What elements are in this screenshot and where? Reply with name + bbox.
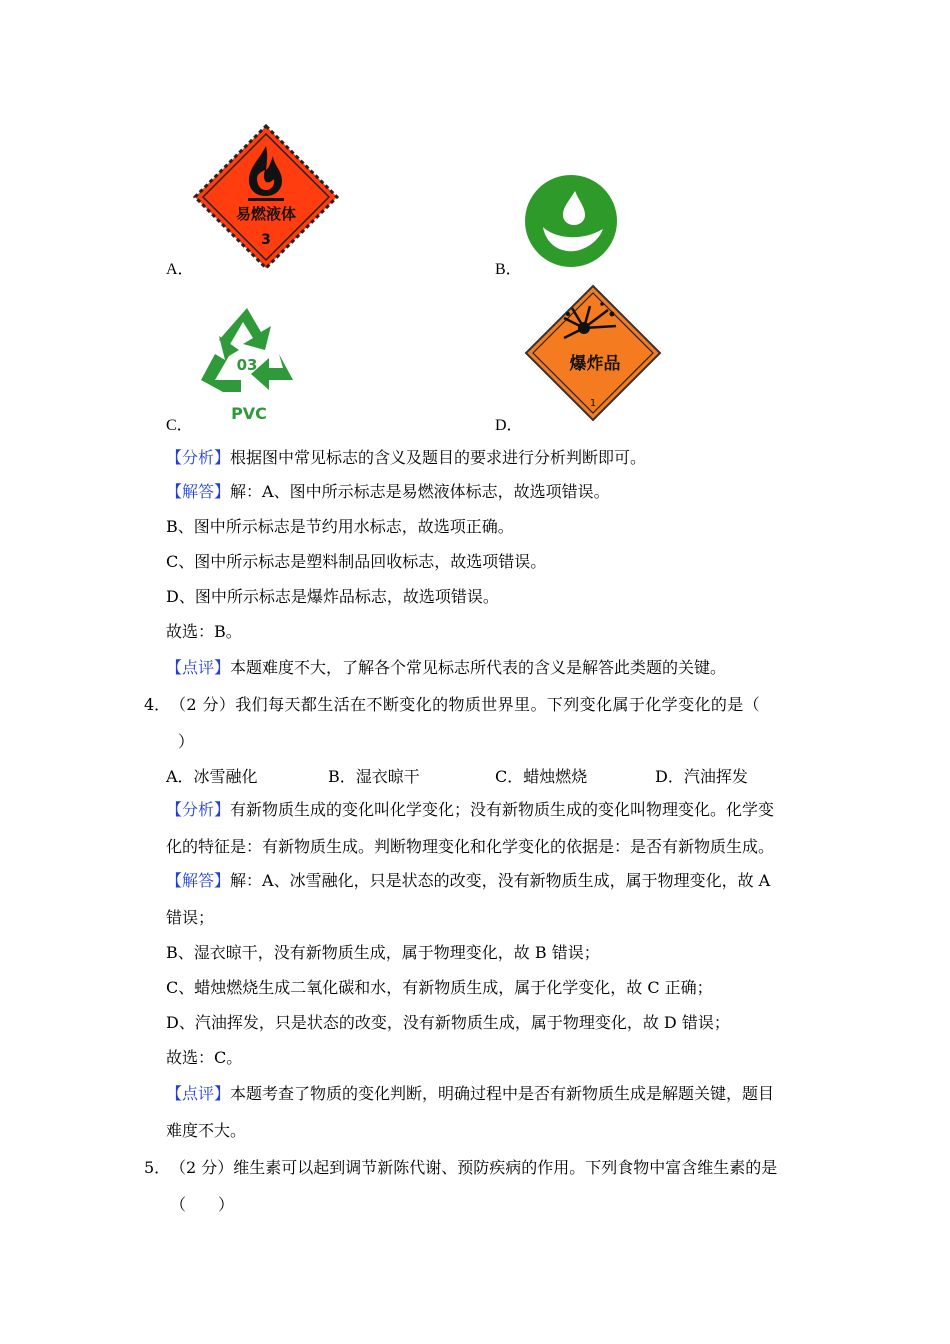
q4-choice: 故选：C。 <box>166 1048 243 1067</box>
explosive-sign-text: 爆炸品 <box>569 354 621 374</box>
q4-analysis-cont: 化的特征是：有新物质生成。判断物理变化和化学变化的依据是：是否有新物质生成。 <box>166 837 775 856</box>
flammable-liquid-sign-icon <box>193 124 339 270</box>
q4-number: 4． <box>144 695 171 714</box>
q3-answer <box>166 482 610 502</box>
q3-answer-b: B、图中所示标志是节约用水标志，故选项正确。 <box>166 517 514 536</box>
flammable-sign-number: 3 <box>261 232 271 248</box>
q4-answer-cont: 错误； <box>166 908 215 927</box>
comment-tag: 【点评】 <box>166 1084 231 1103</box>
q4-analysis <box>166 800 774 820</box>
comment-tag: 【点评】 <box>166 658 231 677</box>
answer-text: 解：A、图中所示标志是易燃液体标志，故选项错误。 <box>230 482 610 501</box>
q4-option-d: D．汽油挥发 <box>655 767 748 786</box>
q4-stem: （2 分）我们每天都生活在不断变化的物质世界里。下列变化属于化学变化的是（ <box>170 695 761 714</box>
recycling-material-label: PVC <box>231 404 267 423</box>
explosive-sign-icon <box>524 284 662 422</box>
option-a-label: A． <box>166 261 194 278</box>
q3-answer-d: D、图中所示标志是爆炸品标志，故选项错误。 <box>166 587 499 606</box>
explosive-sign-number: 1 <box>589 398 597 409</box>
recycling-code: 03 <box>236 356 258 374</box>
analysis-tag: 【分析】 <box>166 448 231 467</box>
option-d-label: D． <box>495 417 523 434</box>
q4-comment-cont: 难度不大。 <box>166 1121 247 1140</box>
q5-stem-blank: （ ） <box>170 1195 235 1214</box>
q4-stem-close: ） <box>178 732 195 751</box>
comment-text: 本题考查了物质的变化判断，明确过程中是否有新物质生成是解题关键，题目 <box>230 1084 775 1103</box>
option-c-label: C． <box>166 417 193 434</box>
q4-option-b: B．湿衣晾干 <box>328 767 420 786</box>
answer-text: 解：A、冰雪融化，只是状态的改变，没有新物质生成，属于物理变化，故 A <box>230 871 771 890</box>
q5-stem: （2 分）维生素可以起到调节新陈代谢、预防疾病的作用。下列食物中富含维生素的是 <box>170 1158 778 1177</box>
q4-answer-c: C、蜡烛燃烧生成二氧化碳和水，有新物质生成，属于化学变化，故 C 正确； <box>166 978 713 997</box>
recycling-sign-icon <box>193 302 301 424</box>
analysis-text: 有新物质生成的变化叫化学变化；没有新物质生成的变化叫物理变化。化学变 <box>230 800 775 819</box>
option-b-label: B． <box>495 261 522 278</box>
q3-choice: 故选：B。 <box>166 622 242 641</box>
answer-tag: 【解答】 <box>166 871 231 890</box>
q4-answer-d: D、汽油挥发，只是状态的改变，没有新物质生成，属于物理变化，故 D 错误； <box>166 1013 730 1032</box>
q4-answer <box>166 871 770 891</box>
q4-answer-b: B、湿衣晾干，没有新物质生成，属于物理变化，故 B 错误； <box>166 943 600 962</box>
q4-option-a: A．冰雪融化 <box>166 767 258 786</box>
analysis-tag: 【分析】 <box>166 800 231 819</box>
comment-text: 本题难度不大，了解各个常见标志所代表的含义是解答此类题的关键。 <box>230 658 727 677</box>
q5-number: 5． <box>144 1158 171 1177</box>
q3-analysis <box>166 448 646 468</box>
q4-option-c: C．蜡烛燃烧 <box>495 767 588 786</box>
water-saving-sign-icon <box>523 173 619 269</box>
answer-tag: 【解答】 <box>166 482 231 501</box>
q3-comment <box>166 658 726 678</box>
analysis-text: 根据图中常见标志的含义及题目的要求进行分析判断即可。 <box>230 448 647 467</box>
flammable-sign-text: 易燃液体 <box>235 205 297 223</box>
q3-answer-c: C、图中所示标志是塑料制品回收标志，故选项错误。 <box>166 552 547 571</box>
q4-comment <box>166 1084 774 1104</box>
